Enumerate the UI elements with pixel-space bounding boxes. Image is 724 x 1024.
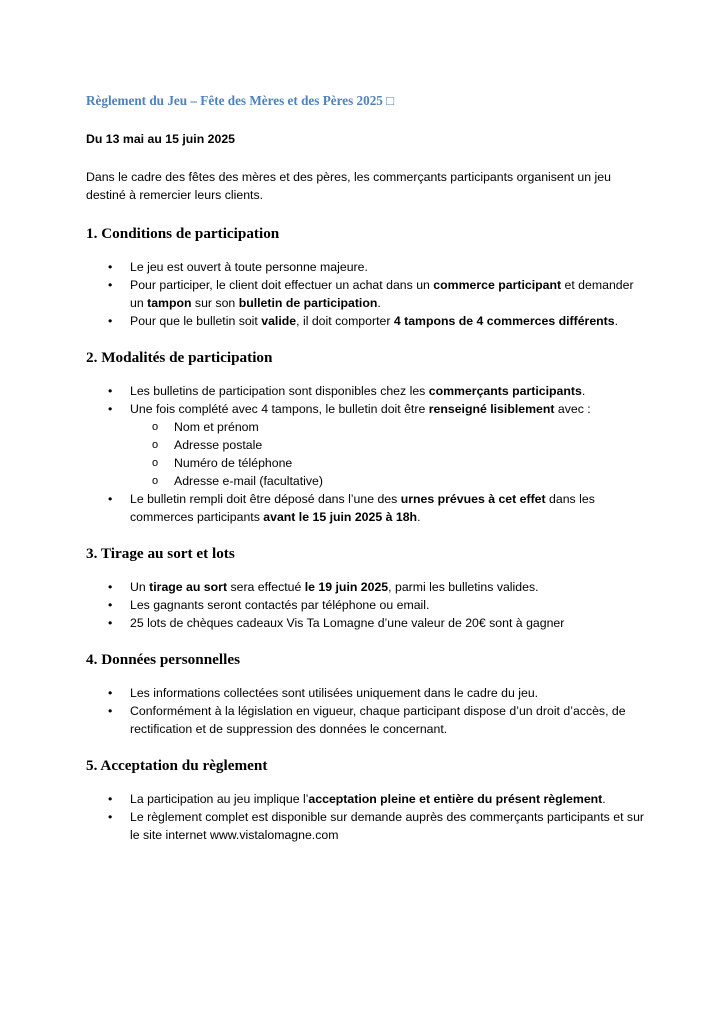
section-conditions (86, 224, 646, 330)
bullet-list (86, 578, 646, 632)
bullet-list (86, 382, 646, 526)
section-donnees (86, 650, 646, 738)
bullet-list (86, 258, 646, 330)
list-item: • Les informations collectées sont utilisées uniquement dans le cadre du jeu. (86, 684, 646, 702)
list-item: • Le bulletin rempli doit être déposé dans l’une des urnes prévues à cet effet dans les commerces participants avant le 15 juin 2025 à 18h. (86, 490, 646, 526)
list-item: • Les gagnants seront contactés par téléphone ou email. (86, 596, 646, 614)
sub-list-item: o Nom et prénom (86, 418, 646, 436)
section-heading: 3. Tirage au sort et lots (86, 545, 235, 562)
sub-list-item: o Adresse postale (86, 436, 646, 454)
list-item: • Les bulletins de participation sont disponibles chez les commerçants participants. (86, 382, 646, 400)
section-heading: 2. Modalités de participation (86, 349, 273, 366)
list-item: • Pour participer, le client doit effectuer un achat dans un commerce participant et demander un tampon sur son bulletin de participation. (86, 276, 646, 312)
section-heading: 4. Données personnelles (86, 651, 240, 668)
bullet-list (86, 684, 646, 738)
section-tirage (86, 544, 646, 632)
document-title: Règlement du Jeu – Fête des Mères et des Pères 2025 □ (86, 93, 395, 108)
list-item: • Pour que le bulletin soit valide, il doit comporter 4 tampons de 4 commerces différents. (86, 312, 646, 330)
list-item: • Conformément à la législation en vigueur, chaque participant dispose d’un droit d’accès, de rectification et de suppression des données le concernant. (86, 702, 646, 738)
list-item: • Un tirage au sort sera effectué le 19 juin 2025, parmi les bulletins valides. (86, 578, 646, 596)
date-range: Du 13 mai au 15 juin 2025 (86, 132, 235, 146)
document-content (86, 92, 646, 844)
list-item: • Le jeu est ouvert à toute personne majeure. (86, 258, 646, 276)
sub-list-item: o Numéro de téléphone (86, 454, 646, 472)
list-item: • Le règlement complet est disponible sur demande auprès des commerçants participants et sur le site internet www.vistalomagne.com (86, 808, 646, 844)
sub-list-item: o Adresse e-mail (facultative) (86, 472, 646, 490)
list-item: • Une fois complété avec 4 tampons, le bulletin doit être renseigné lisiblement avec : (86, 400, 646, 418)
sub-list-container (86, 418, 646, 490)
bullet-list (86, 790, 646, 844)
section-heading: 1. Conditions de participation (86, 225, 280, 242)
sub-list (86, 418, 646, 490)
section-modalites (86, 348, 646, 526)
list-item: • La participation au jeu implique l’acceptation pleine et entière du présent règlement. (86, 790, 646, 808)
section-heading: 5. Acceptation du règlement (86, 757, 268, 774)
intro-paragraph: Dans le cadre des fêtes des mères et des pères, les commerçants participants organisent un jeu destiné à remercier leurs clients. (86, 170, 611, 202)
list-item: • 25 lots de chèques cadeaux Vis Ta Lomagne d’une valeur de 20€ sont à gagner (86, 614, 646, 632)
section-acceptation (86, 756, 646, 844)
